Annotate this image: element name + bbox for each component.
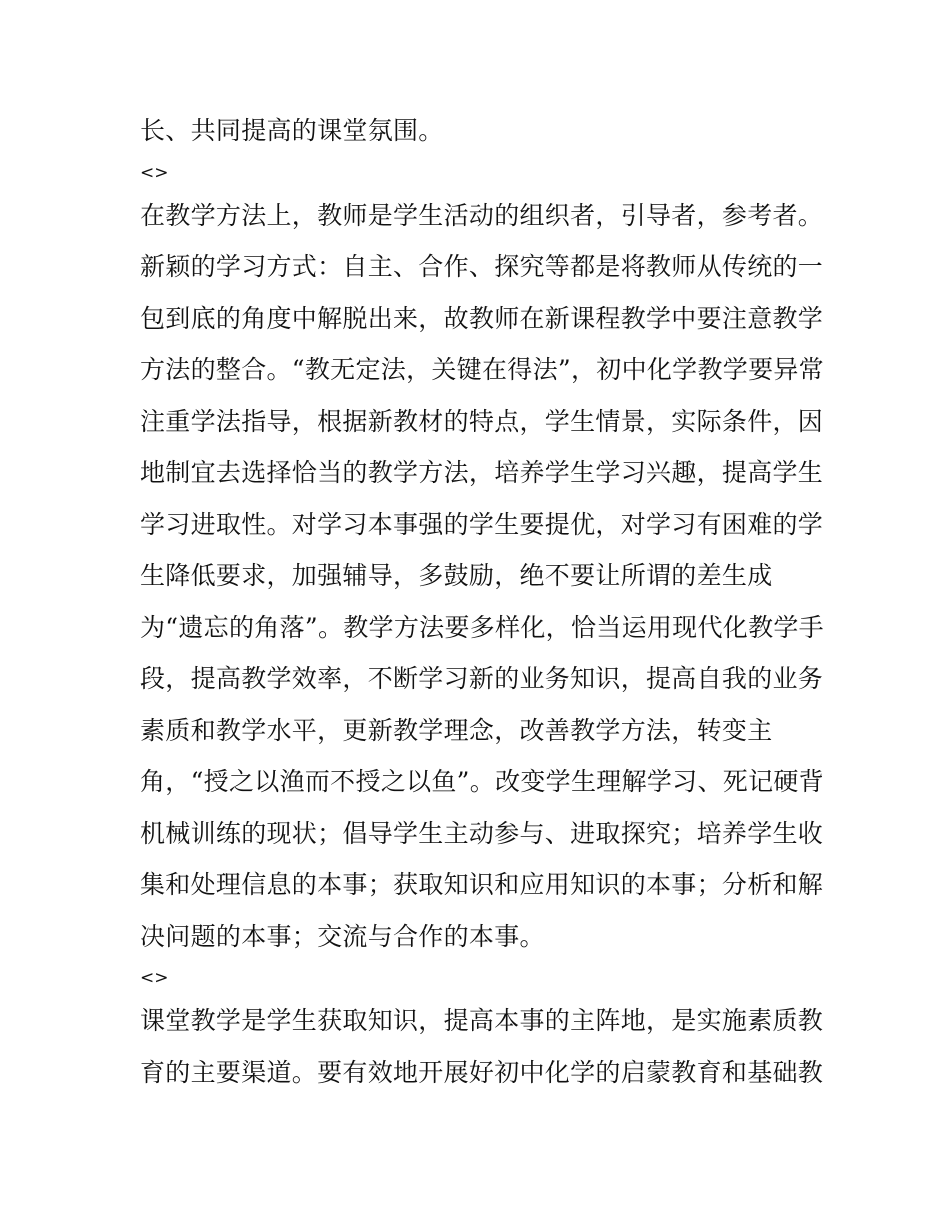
text-line: 角，“授之以渔而不授之以鱼”。改变学生理解学习、死记硬背 (140, 767, 824, 796)
text-line: 在教学方法上，教师是学生活动的组织者，引导者，参考者。 (140, 200, 824, 230)
text-line: 集和处理信息的本事；获取知识和应用知识的本事；分析和解 (140, 870, 824, 899)
text-line: 包到底的角度中解脱出来，故教师在新课程教学中要注意教学 (140, 303, 824, 333)
text-line: 课堂教学是学生获取知识，提高本事的主阵地，是实施素质教 (140, 1006, 824, 1035)
text-line: 方法的整合。“教无定法，关键在得法”，初中化学教学要异常 (140, 355, 824, 384)
text-line: 新颖的学习方式：自主、合作、探究等都是将教师从传统的一 (140, 252, 824, 281)
text-line: 生降低要求，加强辅导，多鼓励，绝不要让所谓的差生成 (140, 561, 773, 590)
body-text (140, 105, 830, 1098)
text-line: 育的主要渠道。要有效地开展好初中化学的启蒙教育和基础教 (140, 1057, 824, 1087)
paragraph-marker: <> (140, 968, 169, 988)
text-line: 学习进取性。对学习本事强的学生要提优，对学习有困难的学 (140, 509, 824, 539)
text-line: 长、共同提高的课堂氛围。 (140, 116, 444, 145)
text-line: 决问题的本事；交流与合作的本事。 (140, 921, 545, 951)
text-line: 地制宜去选择恰当的教学方法，培养学生学习兴趣，提高学生 (140, 458, 824, 487)
text-line: 注重学法指导，根据新教材的特点，学生情景，实际条件，因 (140, 406, 824, 436)
text-line: 机械训练的现状；倡导学生主动参与、进取探究；培养学生收 (140, 818, 824, 848)
text-line: 素质和教学水平，更新教学理念，改善教学方法，转变主 (140, 715, 773, 745)
text-line: 段，提高教学效率，不断学习新的业务知识，提高自我的业务 (140, 664, 824, 693)
text-line: 为“遗忘的角落”。教学方法要多样化，恰当运用现代化教学手 (140, 612, 824, 642)
paragraph-marker: <> (140, 162, 169, 183)
